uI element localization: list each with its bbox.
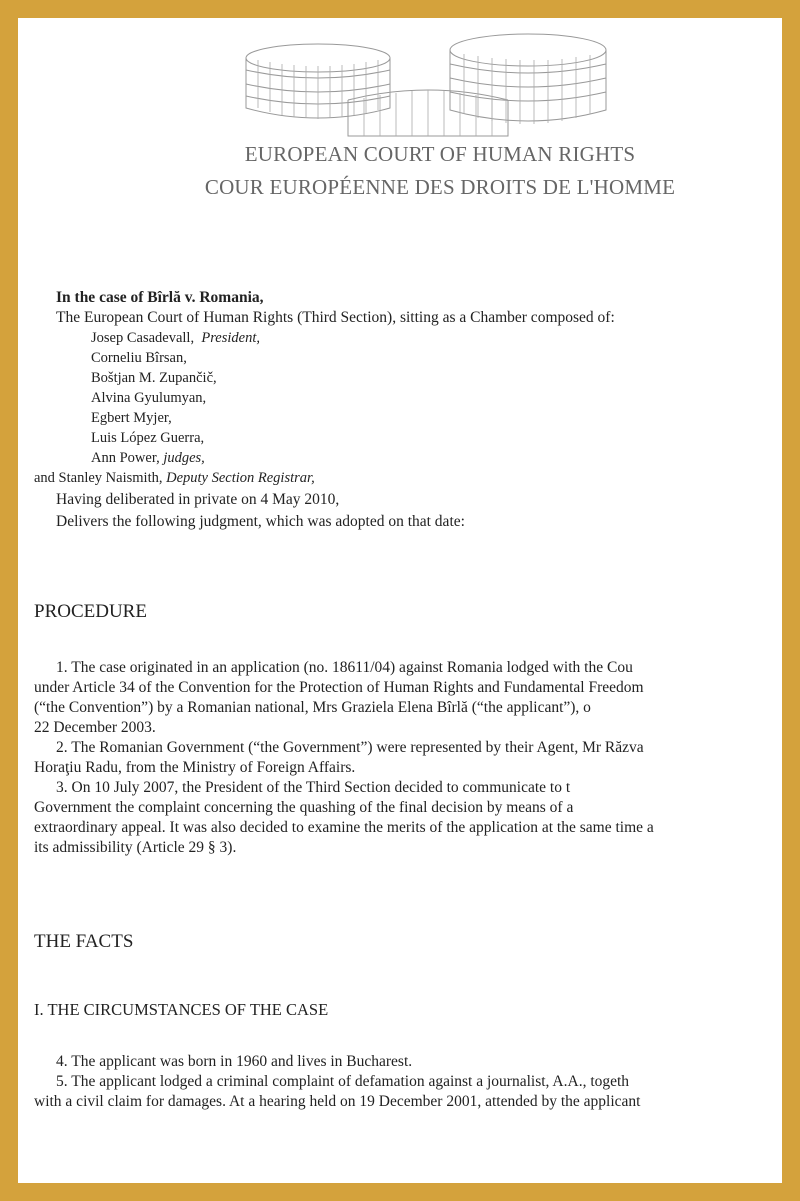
procedure-line: its admissibility (Article 29 § 3).: [34, 839, 237, 856]
procedure-heading: PROCEDURE: [34, 601, 147, 622]
court-name-french: COUR EUROPÉENNE DES DROITS DE L'HOMME: [204, 175, 676, 199]
judge-line: Luis López Guerra,: [91, 430, 205, 446]
facts-line: 4. The applicant was born in 1960 and lives in Bucharest.: [56, 1053, 413, 1070]
judge-line: Alvina Gyulumyan,: [91, 390, 207, 406]
composition-line: The European Court of Human Rights (Third Section), sitting as a Chamber composed of:: [56, 309, 615, 326]
procedure-line: 22 December 2003.: [34, 719, 156, 736]
procedure-line: Horaţiu Radu, from the Ministry of Foreign Affairs.: [34, 759, 356, 776]
judge-line: Egbert Myjer,: [91, 410, 172, 426]
document-page: [18, 18, 782, 1183]
delivers-line: Delivers the following judgment, which was adopted on that date:: [56, 513, 465, 530]
procedure-line: extraordinary appeal. It was also decided to examine the merits of the application at the same time a: [34, 819, 654, 836]
registrar-line: and Stanley Naismith, Deputy Section Registrar,: [34, 470, 315, 486]
procedure-line: 3. On 10 July 2007, the President of the Third Section decided to communicate to t: [56, 779, 571, 796]
circumstances-subheading: I. THE CIRCUMSTANCES OF THE CASE: [34, 1000, 329, 1019]
facts-line: with a civil claim for damages. At a hearing held on 19 December 2001, attended by the applicant: [34, 1093, 641, 1110]
procedure-line: (“the Convention”) by a Romanian national, Mrs Graziela Elena Bîrlă (“the applicant”), o: [34, 699, 591, 716]
court-name-english: EUROPEAN COURT OF HUMAN RIGHTS: [244, 142, 636, 166]
judge-line: Ann Power, judges,: [91, 450, 205, 466]
judge-line: Corneliu Bîrsan,: [91, 350, 187, 366]
procedure-line: under Article 34 of the Convention for the Protection of Human Rights and Fundamental Freedom: [34, 679, 644, 696]
judge-line: Josep Casadevall, President,: [91, 330, 261, 346]
case-title: In the case of Bîrlă v. Romania,: [56, 289, 264, 306]
deliberated-line: Having deliberated in private on 4 May 2010,: [56, 491, 340, 508]
court-building-icon: [238, 28, 618, 148]
judge-line: Boštjan M. Zupančič,: [91, 370, 217, 386]
procedure-line: Government the complaint concerning the quashing of the final decision by means of a: [34, 799, 574, 816]
facts-line: 5. The applicant lodged a criminal complaint of defamation against a journalist, A.A., togeth: [56, 1073, 630, 1090]
facts-heading: THE FACTS: [34, 931, 134, 952]
procedure-line: 1. The case originated in an application (no. 18611/04) against Romania lodged with the Cou: [56, 659, 633, 676]
procedure-line: 2. The Romanian Government (“the Government”) were represented by their Agent, Mr Răzva: [56, 739, 644, 756]
